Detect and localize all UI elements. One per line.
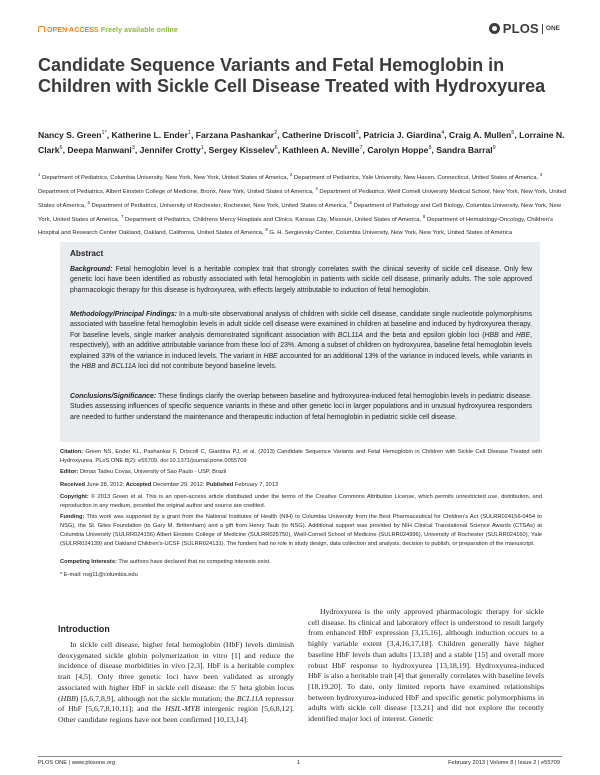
author-name: Farzana Pashankar (195, 129, 275, 140)
oa-open-label: OPEN (47, 27, 68, 34)
affiliation-text: Department of Pathology and Cell Biology, Columbia University, New York, New York, United States of America, (38, 202, 561, 223)
gene-name: HBB (484, 331, 499, 339)
affiliation (120, 213, 422, 223)
interests-label: Competing Interests: (60, 559, 117, 565)
abstract-heading: Abstract (70, 249, 104, 258)
oa-access-label: ACCESS (69, 27, 99, 34)
intro-paragraph-2: Hydroxyurea is the only approved pharmacologic therapy for sickle cell disease. Its clinical and laboratory effect is understood to result largely from enhanced HbF expression [3,15,16], although induction occurs to a highly variable extent [3,4,16,17,18]. Children generally have higher baseline HbF levels than adults [13,18] and a stable [15] and overall more robust HbF response to hydroxyurea [13,18,19]. Hydroxyurea-induced HbF is also a heritable trait [4] that generally correlates with baseline levels [18,19,20]. To date, only limited reports have examined relationships between hydroxyurea-induced HbF and specific genetic polymorphisms in adults with sickle cell disease [13,21] and did not explore the recently identified major loci of interest. Genetic (308, 607, 544, 724)
gene-name: BCL11A (111, 363, 137, 371)
copyright-label: Copyright: (60, 494, 89, 500)
affiliation-number: 6 (349, 199, 352, 205)
background-label: Background: (70, 266, 113, 273)
footer-journal-name: PLOS ONE (38, 760, 68, 766)
author-affiliation-mark: 8 (428, 145, 432, 152)
affiliation-text: Department of Hematology-Oncology, Children's Hospital and Research Center Oakland, Oakland, California, United States of America, (38, 216, 554, 237)
intro-right-column (308, 607, 544, 725)
methods-label: Methodology/Principal Findings: (70, 311, 177, 318)
affiliation-number: 5 (87, 199, 90, 205)
author-name: Katherine L. Ender (111, 129, 188, 140)
intro-paragraph-1 (58, 640, 294, 726)
methods-text: , respectively), with an additive attributable variance from these loci of 23%. Among a subset of children on hydroxyurea, baseline fetal hemoglobin levels explained 33% of the variance in induced levels. The variant in (70, 331, 532, 360)
footer-journal (38, 760, 115, 766)
footer-rule (38, 756, 562, 757)
citation-text: Green NS, Ender KL, Pashankar F, Driscoll C, Giardina PJ, et al. (2013) Candidate Sequence Variants and Fetal Hemoglobin in Children with Sickle Cell Disease Treated with Hydroxyurea. PLoS ONE 8(2): e55709. doi:10.1371/journal.pone.0055709 (60, 449, 542, 464)
paper-title: Candidate Sequence Variants and Fetal Hemoglobin in Children with Sickle Cell Disease Treated with Hydroxyurea (38, 55, 546, 96)
methods-text: and (498, 331, 516, 339)
plos-logo-icon (489, 23, 500, 34)
author-affiliation-mark: 3 (131, 145, 135, 152)
copyright (60, 493, 542, 511)
author-affiliation-mark: 1* (101, 130, 107, 136)
introduction-heading: Introduction (58, 624, 110, 634)
gene-name: HSIL-MYB (165, 704, 200, 714)
affiliation-number: 7 (120, 213, 124, 219)
editor-label: Editor: (60, 469, 79, 475)
author (449, 130, 514, 140)
author (196, 130, 277, 140)
logo-word: PLOS (502, 21, 539, 36)
author-name: Nancy S. Green (38, 129, 102, 140)
author-name: Patricia J. Giardina (363, 129, 442, 140)
author-name: Craig A. Mullen (449, 129, 512, 140)
author-affiliation-mark: 7 (359, 145, 363, 152)
published-date: February 7, 2013 (233, 482, 279, 488)
author-name: Carolyn Hoppe (367, 144, 429, 155)
open-lock-icon (38, 26, 45, 32)
author (282, 145, 362, 155)
competing-interests (60, 558, 542, 567)
author-affiliation-mark: 1 (187, 130, 191, 136)
methods-text: loci did not contribute beyond baseline levels. (136, 363, 277, 371)
affiliation-text: G. H. Sergievsky Center, Columbia University, New York, New York, United States of America (267, 230, 513, 237)
affiliation-text: Department of Pediatrics, Albert Einstein College of Medicine, Bronx, New York, United States of America, (38, 188, 314, 195)
affiliation-number: 2 (289, 172, 293, 177)
author-list: Nancy S. Green$^{1*}$, Katherine L. Ender$^1$, Farzana Pashankar$^2$, Catherine Driscoll$^3$, Patricia J. Giardina$^4$, Craig A. Mullen$^5$, Lorraine N. Clark$^6$, Deepa Manwani$^3$, Jennifer Crotty$^1$, Sergey Kisselev$^6$, Kathleen A. Neville$^7$, Carolyn Hoppe$^8$, Sandra Barral$^9$ (38, 129, 565, 155)
author (38, 130, 107, 140)
intro-text: intergenic region [5,6,8,12]. Other candidate regions have not been confirmed [10,13,14]. (58, 704, 294, 724)
affiliation-number: 1 (38, 172, 41, 177)
gene-name: BCL11A (236, 693, 263, 703)
abstract-box (60, 242, 540, 442)
footer-url[interactable]: www.plosone.org (71, 760, 116, 766)
author (140, 145, 204, 155)
dates (60, 481, 542, 490)
intro-text: ) [5,6,7,8,9], although not the sickle mutation; the (75, 693, 237, 703)
affiliation (38, 172, 289, 181)
gene-name: HBB (60, 693, 76, 703)
author-name: Jennifer Crotty (139, 144, 201, 155)
affiliation-number: 9 (265, 227, 268, 233)
conclusions-text: These findings clarify the overlap between baseline and hydroxyurea-induced fetal hemoglobin levels in pediatric disease. Studies assessing influences of specific sequence variants in these and other genetic loci in larger populations and in unusual hydroxyurea responders are needed to further understand the maintenance and therapeutic induction of fetal hemoglobin in pediatric sickle cell disease. (70, 393, 532, 421)
author-name: Catherine Driscoll (281, 129, 356, 140)
affiliation (87, 199, 348, 209)
author (209, 145, 278, 155)
logo-journal: ONE (545, 25, 560, 32)
author-name: Sergey Kisselev (208, 144, 275, 155)
author-affiliation-mark: 4 (441, 130, 445, 136)
intro-text: repressor of HbF [5,6,7,8,10,11]; and the (58, 693, 295, 714)
gene-name: BCL11A (337, 331, 363, 339)
affiliation-number: 4 (315, 185, 318, 191)
published-label: Published (206, 482, 234, 488)
affiliation-text: Department of Pediatrics, Columbia University, New York, New York, United States of America, (40, 174, 289, 181)
author (436, 145, 495, 155)
affiliation-text: Department of Pediatrics, Childrens Mercy Hospitals and Clinics, Kansas City, Missouri, United States of America, (123, 216, 422, 223)
copyright-text: © 2013 Green et al. This is an open-access article distributed under the terms of the Creative Commons Attribution License, which permits unrestricted use, distribution, and reproduction in any medium, provided the original author and source are credited. (60, 494, 542, 509)
abstract-conclusions (70, 392, 532, 423)
affiliation-number: 3 (539, 172, 543, 177)
received-label: Received (60, 482, 85, 488)
intro-text: In sickle cell disease, higher fetal hemoglobin (HbF) levels diminish deoxygenated sickle globin polymerization in vitro [1] and reduce the incidence of disease morbidities in vivo [2,3]. HbF is a heritable complex trait [4,5]. Only three genetic loci have been validated as strongly associated with higher HbF in sickle cell disease: the 5′ beta globin locus ( (58, 640, 294, 703)
accepted-label: Accepted (125, 482, 152, 488)
footer-separator: | (67, 760, 72, 766)
citation-label: Citation: (60, 449, 84, 455)
affiliation-text: Department of Pediatrics, Yale University, New Haven, Connecticut, United States of America, (292, 174, 539, 181)
received-date: June 28, 2012; (84, 482, 126, 488)
author-affiliation-mark: 5 (511, 130, 515, 136)
accepted-date: December 29, 2012; (151, 482, 207, 488)
funding-text: This work was supported by a grant from the National Institutes of Health (NIH) to Columbia University from the Best Pharmaceutical for Children's Act (SULRR024156-0454 to NSG), the St. Giles Foundation (to Gary M. Brittenham) and a gift from Henry Taub (to NSG). Additional support was provided by NIH Clinical Translational Science Awards (CTSAs) at Columbia University (SULRR024156) Albert Einstein College of Medicine (SULRR025750), Weill-Cornell School of Medicine (SULRR024996), University of Rochester (SULRR024160), Yale (SULRR024139) and Oakland Children's-UCSF (SULRR024131). The funders had no role in study design, data collection and analysis, decision to publish, or preparation of the manuscript. (60, 514, 542, 547)
oa-freely-label: Freely available online (98, 27, 178, 34)
interests-text: The authors have declared that no competing interests exist. (116, 559, 271, 565)
author (112, 130, 191, 140)
intro-left-column (58, 640, 294, 726)
methods-text: and the beta and epsilon globin loci ( (362, 331, 485, 339)
author-name: Deepa Manwani (67, 144, 132, 155)
funding (60, 513, 542, 549)
methods-text: In a multi-site observational analysis of children with sickle cell disease, candidate single nucleotide polymorphisms associated with baseline fetal hemoglobin levels in adult sickle cell disease were examined in children at baseline and induced by hydroxyurea therapy. For baseline levels, single marker analysis demonstrated significant association with (70, 311, 532, 339)
gene-name: HBE (515, 331, 531, 339)
author-affiliation-mark: 6 (274, 145, 278, 152)
author-name: Sandra Barral (436, 144, 493, 155)
author-affiliation-mark: 6 (59, 145, 63, 152)
methods-text: and (95, 363, 111, 371)
gene-name: HBB (81, 363, 96, 371)
gene-name: HBE (263, 352, 278, 360)
author-affiliation-mark: 1 (200, 145, 204, 152)
editor-text: Dimas Tadeu Covas, University of Sao Paulo - USP, Brazil (78, 469, 227, 475)
author-affiliation-mark: 3 (355, 130, 359, 136)
author-name: Kathleen A. Neville (282, 144, 360, 155)
footer-issue: February 2013 | Volume 8 | Issue 2 | e55709 (448, 760, 560, 766)
editor (60, 468, 542, 477)
funding-label: Funding: (60, 514, 85, 520)
affiliation-text: Department of Pediatrics, Weill Cornell University Medical School, New York, New York, United States of America, (38, 188, 567, 209)
affiliation-list (38, 170, 568, 239)
author (363, 130, 444, 140)
abstract-methods (70, 310, 532, 372)
methods-text: accounted for an additional 13% of the variance in induced levels, while variants in the (70, 352, 532, 371)
affiliation-number: 8 (422, 213, 426, 219)
footer-page-number: 1 (297, 760, 301, 766)
logo-divider (542, 24, 543, 34)
email: * E-mail: nsg11@columbia.edu (60, 572, 138, 578)
author (282, 130, 359, 140)
background-text: Fetal hemoglobin level is a heritable complex trait that strongly correlates swith the clinical severity of sickle cell disease. Only few genetic loci have been identified as robustly associated with fetal hemoglobin in patients with sickle cell disease, primarily adults. The sole approved pharmacologic therapy for this disease is hydroxyurea, with effects largely attributable to induction of fetal hemoglobin. (70, 266, 532, 294)
open-access-badge (38, 26, 178, 34)
affiliation-text: Department of Pediatrics, University of Rochester, Rochester, New York, United States of America, (89, 202, 348, 209)
author-affiliation-mark: 9 (492, 145, 496, 152)
citation (60, 448, 542, 466)
abstract-background (70, 265, 532, 296)
author-affiliation-mark: 2 (274, 130, 278, 136)
author (67, 145, 135, 155)
affiliation (289, 172, 539, 181)
author (367, 145, 431, 155)
author-name: Lorraine N. Clark (38, 129, 565, 155)
affiliation (265, 227, 513, 237)
conclusions-label: Conclusions/Significance: (70, 393, 157, 400)
plos-one-logo (489, 21, 560, 36)
